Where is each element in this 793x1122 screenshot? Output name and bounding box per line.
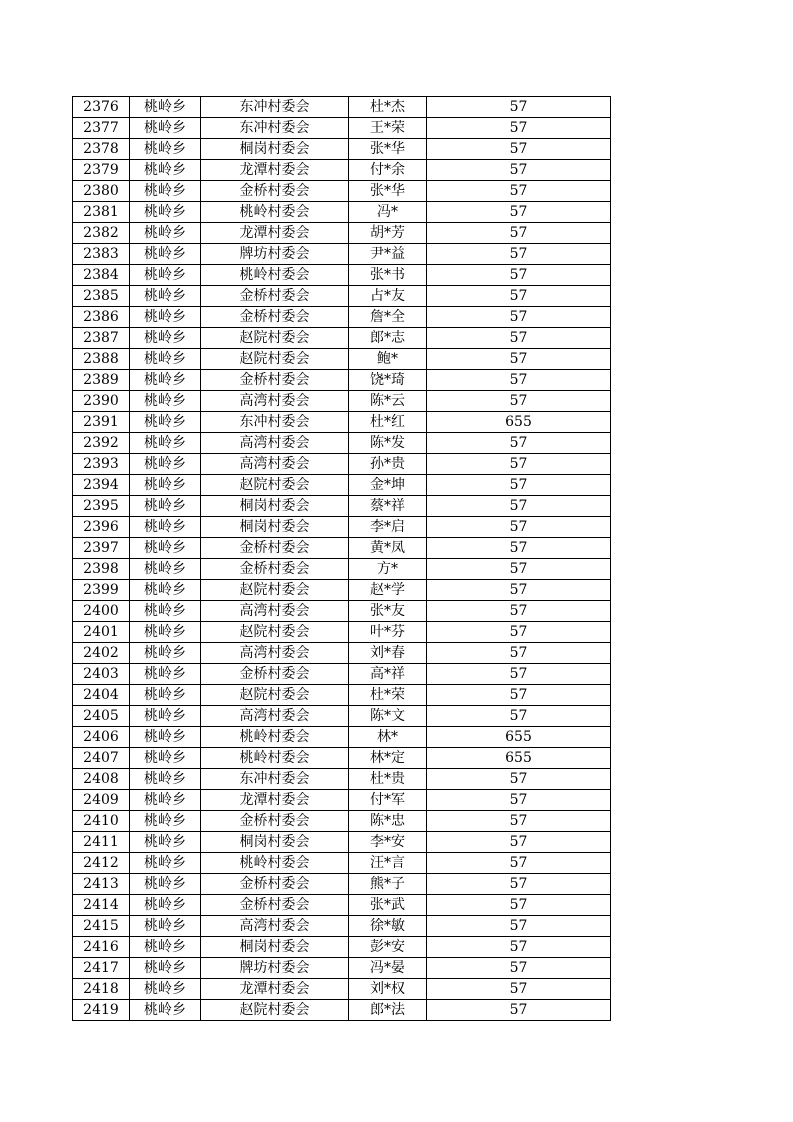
table-row [73, 97, 611, 118]
cell-amount: 57 [427, 1000, 611, 1021]
cell-amount: 57 [427, 664, 611, 685]
cell-township: 桃岭乡 [130, 706, 201, 727]
table-row [73, 475, 611, 496]
cell-name: 蔡*祥 [349, 496, 427, 517]
cell-name: 杜*贵 [349, 769, 427, 790]
cell-amount: 655 [427, 748, 611, 769]
cell-amount: 57 [427, 307, 611, 328]
cell-name: 胡*芳 [349, 223, 427, 244]
cell-amount: 57 [427, 454, 611, 475]
cell-township: 桃岭乡 [130, 97, 201, 118]
cell-number: 2411 [73, 832, 130, 853]
cell-amount: 57 [427, 874, 611, 895]
cell-amount: 57 [427, 538, 611, 559]
cell-village: 高湾村委会 [201, 706, 349, 727]
table-row [73, 874, 611, 895]
cell-amount: 57 [427, 265, 611, 286]
cell-village: 牌坊村委会 [201, 244, 349, 265]
table-row [73, 895, 611, 916]
cell-amount: 57 [427, 601, 611, 622]
cell-amount: 57 [427, 475, 611, 496]
cell-village: 桃岭村委会 [201, 202, 349, 223]
cell-name: 冯*晏 [349, 958, 427, 979]
cell-amount: 57 [427, 685, 611, 706]
cell-number: 2404 [73, 685, 130, 706]
cell-amount: 57 [427, 286, 611, 307]
table-row [73, 349, 611, 370]
cell-village: 桃岭村委会 [201, 853, 349, 874]
cell-name: 金*坤 [349, 475, 427, 496]
cell-number: 2379 [73, 160, 130, 181]
cell-township: 桃岭乡 [130, 496, 201, 517]
cell-name: 李*启 [349, 517, 427, 538]
cell-amount: 57 [427, 958, 611, 979]
cell-township: 桃岭乡 [130, 307, 201, 328]
table-row [73, 307, 611, 328]
cell-name: 刘*春 [349, 643, 427, 664]
cell-amount: 655 [427, 412, 611, 433]
cell-number: 2380 [73, 181, 130, 202]
cell-name: 张*武 [349, 895, 427, 916]
cell-township: 桃岭乡 [130, 538, 201, 559]
cell-township: 桃岭乡 [130, 265, 201, 286]
cell-township: 桃岭乡 [130, 622, 201, 643]
cell-name: 赵*学 [349, 580, 427, 601]
cell-village: 金桥村委会 [201, 874, 349, 895]
cell-name: 尹*益 [349, 244, 427, 265]
cell-village: 赵院村委会 [201, 580, 349, 601]
cell-number: 2399 [73, 580, 130, 601]
records-body [73, 97, 611, 1021]
cell-village: 桃岭村委会 [201, 748, 349, 769]
cell-township: 桃岭乡 [130, 601, 201, 622]
cell-village: 桐岗村委会 [201, 937, 349, 958]
cell-number: 2395 [73, 496, 130, 517]
cell-number: 2378 [73, 139, 130, 160]
cell-amount: 57 [427, 181, 611, 202]
cell-name: 方* [349, 559, 427, 580]
cell-amount: 57 [427, 790, 611, 811]
cell-township: 桃岭乡 [130, 475, 201, 496]
table-row [73, 328, 611, 349]
table-row [73, 202, 611, 223]
cell-village: 桃岭村委会 [201, 265, 349, 286]
cell-number: 2403 [73, 664, 130, 685]
cell-amount: 57 [427, 433, 611, 454]
cell-name: 张*书 [349, 265, 427, 286]
cell-amount: 57 [427, 643, 611, 664]
cell-township: 桃岭乡 [130, 580, 201, 601]
cell-number: 2412 [73, 853, 130, 874]
cell-number: 2407 [73, 748, 130, 769]
cell-township: 桃岭乡 [130, 223, 201, 244]
cell-number: 2402 [73, 643, 130, 664]
table-row [73, 118, 611, 139]
cell-village: 龙潭村委会 [201, 790, 349, 811]
cell-village: 东冲村委会 [201, 97, 349, 118]
cell-number: 2393 [73, 454, 130, 475]
cell-name: 付*余 [349, 160, 427, 181]
cell-number: 2408 [73, 769, 130, 790]
cell-amount: 57 [427, 160, 611, 181]
cell-township: 桃岭乡 [130, 643, 201, 664]
cell-name: 熊*子 [349, 874, 427, 895]
cell-village: 金桥村委会 [201, 370, 349, 391]
cell-number: 2409 [73, 790, 130, 811]
table-row [73, 769, 611, 790]
cell-number: 2389 [73, 370, 130, 391]
cell-name: 陈*云 [349, 391, 427, 412]
cell-number: 2376 [73, 97, 130, 118]
cell-amount: 57 [427, 223, 611, 244]
cell-village: 赵院村委会 [201, 622, 349, 643]
cell-name: 陈*忠 [349, 811, 427, 832]
cell-township: 桃岭乡 [130, 1000, 201, 1021]
cell-name: 杜*荣 [349, 685, 427, 706]
table-row [73, 496, 611, 517]
cell-village: 东冲村委会 [201, 412, 349, 433]
cell-township: 桃岭乡 [130, 979, 201, 1000]
cell-number: 2398 [73, 559, 130, 580]
cell-number: 2381 [73, 202, 130, 223]
table-row [73, 286, 611, 307]
cell-number: 2401 [73, 622, 130, 643]
table-row [73, 181, 611, 202]
cell-village: 金桥村委会 [201, 538, 349, 559]
cell-village: 赵院村委会 [201, 349, 349, 370]
cell-village: 高湾村委会 [201, 643, 349, 664]
cell-number: 2417 [73, 958, 130, 979]
cell-amount: 57 [427, 328, 611, 349]
records-table [72, 96, 611, 1021]
cell-village: 金桥村委会 [201, 559, 349, 580]
cell-village: 金桥村委会 [201, 895, 349, 916]
cell-township: 桃岭乡 [130, 433, 201, 454]
cell-amount: 57 [427, 769, 611, 790]
cell-township: 桃岭乡 [130, 727, 201, 748]
cell-amount: 57 [427, 118, 611, 139]
cell-name: 高*祥 [349, 664, 427, 685]
table-row [73, 853, 611, 874]
cell-amount: 57 [427, 391, 611, 412]
table-row [73, 727, 611, 748]
cell-name: 徐*敏 [349, 916, 427, 937]
cell-village: 桃岭村委会 [201, 727, 349, 748]
table-row [73, 601, 611, 622]
cell-township: 桃岭乡 [130, 349, 201, 370]
cell-number: 2377 [73, 118, 130, 139]
cell-number: 2419 [73, 1000, 130, 1021]
cell-number: 2392 [73, 433, 130, 454]
table-row [73, 454, 611, 475]
cell-amount: 57 [427, 559, 611, 580]
cell-amount: 57 [427, 706, 611, 727]
cell-village: 赵院村委会 [201, 475, 349, 496]
cell-name: 李*安 [349, 832, 427, 853]
cell-amount: 57 [427, 622, 611, 643]
cell-village: 桐岗村委会 [201, 517, 349, 538]
cell-township: 桃岭乡 [130, 874, 201, 895]
cell-amount: 57 [427, 202, 611, 223]
cell-name: 张*友 [349, 601, 427, 622]
table-row [73, 706, 611, 727]
cell-number: 2414 [73, 895, 130, 916]
cell-name: 鲍* [349, 349, 427, 370]
cell-amount: 57 [427, 916, 611, 937]
cell-name: 付*军 [349, 790, 427, 811]
cell-name: 张*华 [349, 181, 427, 202]
cell-village: 赵院村委会 [201, 685, 349, 706]
cell-number: 2391 [73, 412, 130, 433]
table-row [73, 1000, 611, 1021]
table-row [73, 580, 611, 601]
table-row [73, 979, 611, 1000]
table-row [73, 139, 611, 160]
cell-township: 桃岭乡 [130, 286, 201, 307]
cell-name: 陈*文 [349, 706, 427, 727]
table-row [73, 685, 611, 706]
cell-name: 林* [349, 727, 427, 748]
cell-village: 赵院村委会 [201, 328, 349, 349]
cell-amount: 57 [427, 895, 611, 916]
table-row [73, 433, 611, 454]
cell-village: 高湾村委会 [201, 433, 349, 454]
cell-township: 桃岭乡 [130, 202, 201, 223]
cell-township: 桃岭乡 [130, 916, 201, 937]
cell-township: 桃岭乡 [130, 181, 201, 202]
cell-township: 桃岭乡 [130, 328, 201, 349]
cell-number: 2413 [73, 874, 130, 895]
cell-amount: 57 [427, 349, 611, 370]
cell-village: 龙潭村委会 [201, 979, 349, 1000]
cell-township: 桃岭乡 [130, 391, 201, 412]
cell-village: 赵院村委会 [201, 1000, 349, 1021]
cell-amount: 57 [427, 370, 611, 391]
cell-village: 高湾村委会 [201, 454, 349, 475]
table-row [73, 244, 611, 265]
table-row [73, 538, 611, 559]
table-row [73, 832, 611, 853]
table-row [73, 160, 611, 181]
cell-township: 桃岭乡 [130, 832, 201, 853]
cell-number: 2394 [73, 475, 130, 496]
cell-township: 桃岭乡 [130, 790, 201, 811]
cell-name: 王*荣 [349, 118, 427, 139]
table-row [73, 265, 611, 286]
cell-amount: 57 [427, 97, 611, 118]
cell-number: 2383 [73, 244, 130, 265]
cell-number: 2416 [73, 937, 130, 958]
cell-village: 东冲村委会 [201, 769, 349, 790]
cell-name: 林*定 [349, 748, 427, 769]
cell-township: 桃岭乡 [130, 664, 201, 685]
cell-amount: 57 [427, 244, 611, 265]
cell-amount: 57 [427, 496, 611, 517]
table-row [73, 916, 611, 937]
table-row [73, 559, 611, 580]
cell-village: 牌坊村委会 [201, 958, 349, 979]
cell-township: 桃岭乡 [130, 118, 201, 139]
cell-township: 桃岭乡 [130, 412, 201, 433]
cell-number: 2405 [73, 706, 130, 727]
cell-number: 2386 [73, 307, 130, 328]
table-row [73, 622, 611, 643]
cell-township: 桃岭乡 [130, 895, 201, 916]
cell-township: 桃岭乡 [130, 937, 201, 958]
cell-township: 桃岭乡 [130, 685, 201, 706]
table-row [73, 517, 611, 538]
cell-name: 汪*言 [349, 853, 427, 874]
cell-amount: 655 [427, 727, 611, 748]
cell-village: 桐岗村委会 [201, 832, 349, 853]
cell-township: 桃岭乡 [130, 517, 201, 538]
cell-village: 金桥村委会 [201, 664, 349, 685]
cell-township: 桃岭乡 [130, 853, 201, 874]
cell-number: 2388 [73, 349, 130, 370]
table-row [73, 664, 611, 685]
table-row [73, 811, 611, 832]
cell-village: 金桥村委会 [201, 181, 349, 202]
cell-township: 桃岭乡 [130, 160, 201, 181]
cell-name: 冯* [349, 202, 427, 223]
cell-village: 金桥村委会 [201, 811, 349, 832]
cell-township: 桃岭乡 [130, 454, 201, 475]
cell-number: 2415 [73, 916, 130, 937]
cell-amount: 57 [427, 937, 611, 958]
cell-township: 桃岭乡 [130, 139, 201, 160]
cell-village: 桐岗村委会 [201, 139, 349, 160]
cell-amount: 57 [427, 853, 611, 874]
table-row [73, 223, 611, 244]
cell-township: 桃岭乡 [130, 370, 201, 391]
cell-village: 龙潭村委会 [201, 223, 349, 244]
cell-township: 桃岭乡 [130, 748, 201, 769]
cell-name: 杜*杰 [349, 97, 427, 118]
cell-village: 高湾村委会 [201, 601, 349, 622]
cell-name: 詹*全 [349, 307, 427, 328]
cell-village: 高湾村委会 [201, 391, 349, 412]
cell-amount: 57 [427, 979, 611, 1000]
table-row [73, 391, 611, 412]
table-row [73, 937, 611, 958]
cell-name: 叶*芬 [349, 622, 427, 643]
cell-number: 2400 [73, 601, 130, 622]
cell-township: 桃岭乡 [130, 958, 201, 979]
cell-number: 2406 [73, 727, 130, 748]
cell-number: 2382 [73, 223, 130, 244]
cell-name: 孙*贵 [349, 454, 427, 475]
cell-village: 金桥村委会 [201, 307, 349, 328]
cell-number: 2397 [73, 538, 130, 559]
table-row [73, 412, 611, 433]
cell-name: 陈*发 [349, 433, 427, 454]
cell-village: 高湾村委会 [201, 916, 349, 937]
cell-number: 2385 [73, 286, 130, 307]
table-row [73, 748, 611, 769]
cell-name: 郎*志 [349, 328, 427, 349]
cell-number: 2418 [73, 979, 130, 1000]
cell-amount: 57 [427, 832, 611, 853]
cell-name: 饶*琦 [349, 370, 427, 391]
cell-number: 2390 [73, 391, 130, 412]
cell-name: 刘*权 [349, 979, 427, 1000]
cell-number: 2396 [73, 517, 130, 538]
table-row [73, 958, 611, 979]
cell-name: 杜*红 [349, 412, 427, 433]
cell-village: 龙潭村委会 [201, 160, 349, 181]
cell-number: 2410 [73, 811, 130, 832]
table-row [73, 790, 611, 811]
table-row [73, 370, 611, 391]
cell-amount: 57 [427, 580, 611, 601]
cell-amount: 57 [427, 517, 611, 538]
cell-village: 东冲村委会 [201, 118, 349, 139]
cell-amount: 57 [427, 811, 611, 832]
cell-village: 金桥村委会 [201, 286, 349, 307]
cell-name: 张*华 [349, 139, 427, 160]
cell-amount: 57 [427, 139, 611, 160]
cell-name: 黄*凤 [349, 538, 427, 559]
cell-village: 桐岗村委会 [201, 496, 349, 517]
cell-name: 占*友 [349, 286, 427, 307]
cell-number: 2384 [73, 265, 130, 286]
cell-township: 桃岭乡 [130, 769, 201, 790]
cell-number: 2387 [73, 328, 130, 349]
cell-name: 郎*法 [349, 1000, 427, 1021]
cell-township: 桃岭乡 [130, 559, 201, 580]
cell-name: 彭*安 [349, 937, 427, 958]
cell-township: 桃岭乡 [130, 244, 201, 265]
cell-township: 桃岭乡 [130, 811, 201, 832]
table-row [73, 643, 611, 664]
